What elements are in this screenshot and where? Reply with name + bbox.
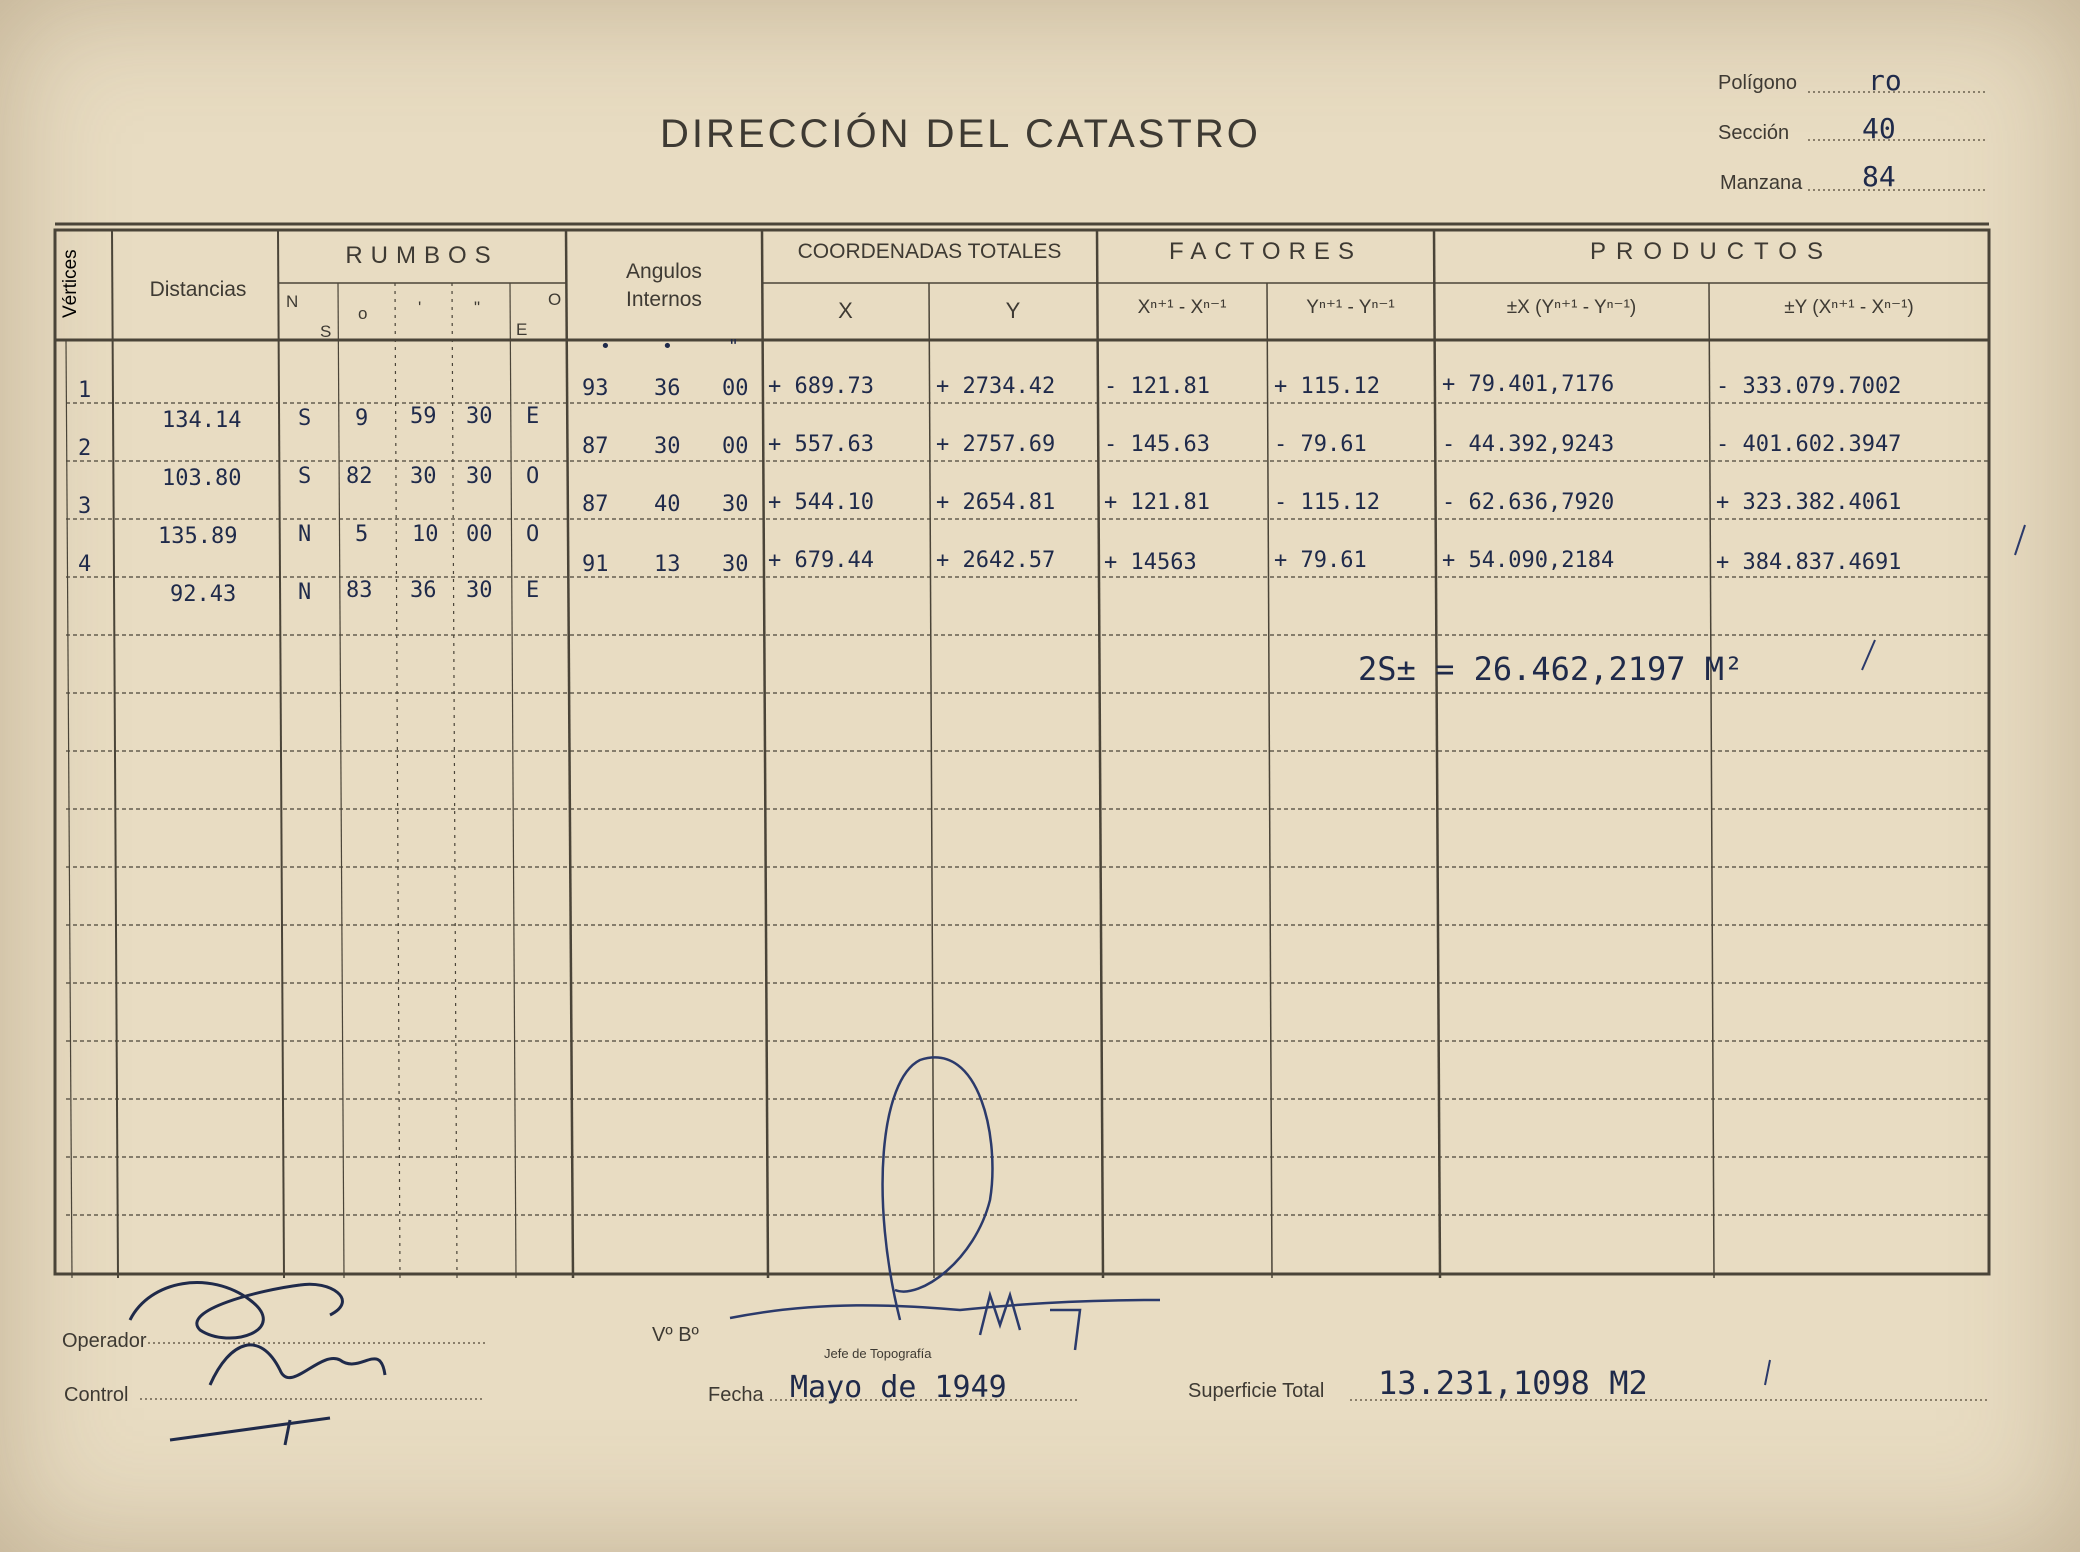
poligono-label: Polígono	[1718, 72, 1797, 94]
rumbo-degrees: 82	[346, 464, 373, 489]
rumbo-oe: E	[526, 404, 540, 429]
factor-y: - 115.12	[1274, 490, 1380, 515]
fecha-label: Fecha	[708, 1384, 764, 1406]
rumbo-seconds: 30	[466, 464, 493, 489]
factor-x: - 145.63	[1104, 432, 1210, 457]
rumbos-s-header: S	[320, 322, 332, 341]
rumbo-degrees: 83	[346, 578, 373, 603]
jefe-signature	[730, 1057, 1160, 1350]
factor-x: - 121.81	[1104, 374, 1210, 399]
coord-y: + 2654.81	[936, 490, 1056, 515]
angle-degrees: 87	[582, 434, 609, 459]
product-y: - 333.079.7002	[1716, 374, 1902, 399]
rumbo-oe: E	[526, 578, 540, 603]
angle-minutes: 30	[654, 434, 681, 459]
angle-seconds: 00	[722, 376, 749, 401]
rumbos-deg-header: o	[358, 304, 368, 323]
angle-seconds: 30	[722, 552, 749, 577]
angle-seconds: 00	[722, 434, 749, 459]
rumbo-oe: O	[526, 464, 540, 489]
coord-x: + 557.63	[768, 432, 874, 457]
factor-y: - 79.61	[1274, 432, 1367, 457]
manzana-value: 84	[1862, 160, 1896, 193]
product-y: - 401.602.3947	[1716, 432, 1902, 457]
vertex-number: 1	[78, 378, 92, 403]
angle-deg-mark: •	[600, 336, 611, 357]
operador-signature	[130, 1283, 385, 1445]
rumbo-ns: S	[298, 464, 312, 489]
product-x: - 44.392,9243	[1442, 432, 1615, 457]
distancias-header: Distancias	[149, 278, 247, 301]
double-area-sum: 2S± = 26.462,2197 M²	[1358, 650, 1744, 688]
coordenadas-header: COORDENADAS TOTALES	[797, 240, 1062, 263]
product-y: + 323.382.4061	[1716, 490, 1902, 515]
coord-x: + 679.44	[768, 548, 874, 573]
angle-minutes: 40	[654, 492, 681, 517]
angle-min-mark: •	[662, 336, 673, 357]
seccion-value: 40	[1862, 112, 1896, 145]
coord-y: + 2757.69	[936, 432, 1056, 457]
coord-x: + 689.73	[768, 374, 874, 399]
rumbos-o-header: O	[548, 290, 562, 309]
rumbo-seconds: 30	[466, 404, 493, 429]
producto-x-header: ±X (Yⁿ⁺¹ - Yⁿ⁻¹)	[1506, 297, 1637, 318]
coord-y: + 2642.57	[936, 548, 1056, 573]
vertex-number: 2	[78, 436, 92, 461]
productos-header: PRODUCTOS	[1590, 238, 1833, 265]
superficie-total-label: Superficie Total	[1188, 1380, 1325, 1402]
angle-degrees: 87	[582, 492, 609, 517]
distance-value: 92.43	[170, 582, 237, 607]
factor-y-header: Yⁿ⁺¹ - Yⁿ⁻¹	[1306, 297, 1395, 318]
product-x: + 79.401,7176	[1442, 372, 1615, 397]
angle-sec-mark: "	[728, 336, 739, 357]
rumbo-minutes: 36	[410, 578, 437, 603]
rumbo-minutes: 30	[410, 464, 437, 489]
product-x: + 54.090,2184	[1442, 548, 1615, 573]
angulos-header: Angulos	[626, 260, 702, 283]
distance-value: 135.89	[158, 524, 238, 549]
rumbo-oe: O	[526, 522, 540, 547]
rumbo-seconds: 00	[466, 522, 493, 547]
vertex-number: 3	[78, 494, 92, 519]
rumbo-degrees: 5	[355, 522, 369, 547]
factores-header: FACTORES	[1169, 238, 1362, 265]
control-label: Control	[64, 1384, 129, 1406]
factor-x: + 121.81	[1104, 490, 1210, 515]
x-header: X	[838, 298, 853, 323]
y-header: Y	[1005, 298, 1021, 323]
angle-minutes: 13	[654, 552, 681, 577]
rumbo-ns: N	[298, 522, 312, 547]
rumbo-degrees: 9	[355, 406, 369, 431]
fecha-value: Mayo de 1949	[790, 1370, 1007, 1405]
rumbos-n-header: N	[286, 292, 299, 311]
rumbos-e-header: E	[516, 320, 528, 339]
superficie-total-value: 13.231,1098 M2	[1378, 1364, 1648, 1402]
rumbos-sec-header: "	[474, 298, 481, 317]
poligono-value: ro	[1868, 64, 1902, 97]
rumbos-min-header: '	[418, 298, 422, 317]
rumbo-ns: S	[298, 406, 312, 431]
rumbos-header: RUMBOS	[345, 242, 499, 269]
distance-value: 103.80	[162, 466, 242, 491]
factor-x: + 14563	[1104, 550, 1197, 575]
angle-seconds: 30	[722, 492, 749, 517]
vertex-number: 4	[78, 552, 92, 577]
operador-label: Operador	[62, 1330, 147, 1352]
coord-x: + 544.10	[768, 490, 874, 515]
distance-value: 134.14	[162, 408, 242, 433]
vobo-label: Vº Bº	[652, 1324, 699, 1346]
product-x: - 62.636,7920	[1442, 490, 1615, 515]
factor-y: + 115.12	[1274, 374, 1380, 399]
internos-header: Internos	[626, 288, 702, 311]
vertices-header: Vértices	[60, 249, 81, 318]
jefe-topografia-label: Jefe de Topografía	[824, 1346, 932, 1361]
rumbo-ns: N	[298, 580, 312, 605]
product-y: + 384.837.4691	[1716, 550, 1902, 575]
angle-minutes: 36	[654, 376, 681, 401]
factor-x-header: Xⁿ⁺¹ - Xⁿ⁻¹	[1137, 297, 1227, 318]
seccion-label: Sección	[1718, 122, 1790, 144]
manzana-label: Manzana	[1720, 172, 1803, 194]
coord-y: + 2734.42	[936, 374, 1056, 399]
rumbo-minutes: 59	[410, 404, 437, 429]
form-title: DIRECCIÓN DEL CATASTRO	[660, 112, 1261, 156]
rumbo-seconds: 30	[466, 578, 493, 603]
rumbo-minutes: 10	[412, 522, 439, 547]
producto-y-header: ±Y (Xⁿ⁺¹ - Xⁿ⁻¹)	[1784, 297, 1914, 318]
angle-degrees: 93	[582, 376, 609, 401]
factor-y: + 79.61	[1274, 548, 1367, 573]
angle-degrees: 91	[582, 552, 609, 577]
